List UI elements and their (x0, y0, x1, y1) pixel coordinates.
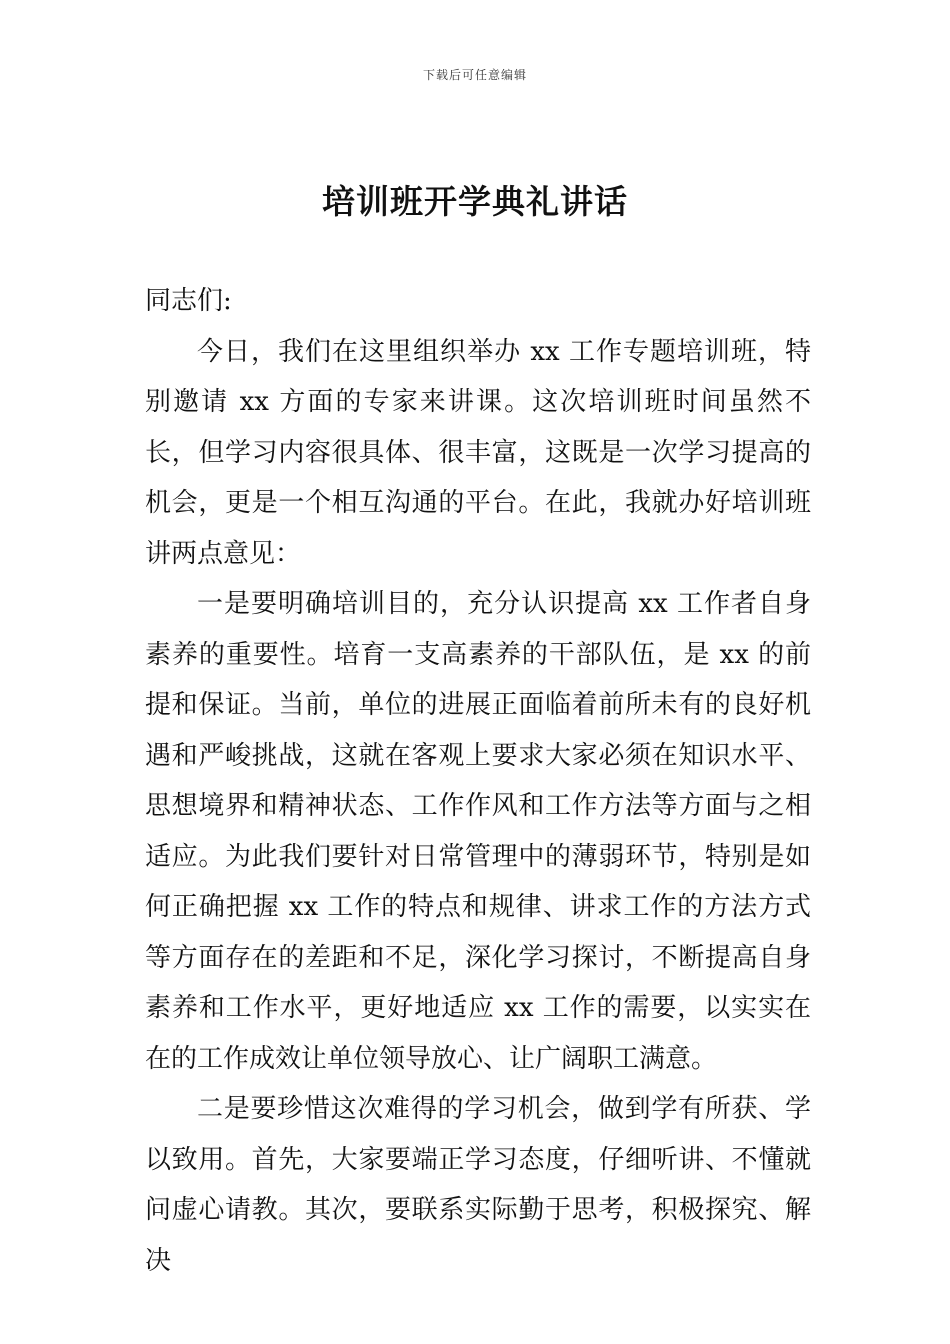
paragraph-point-two: 二是要珍惜这次难得的学习机会，做到学有所获、学以致用。首先，大家要端正学习态度，仔细听讲、不懂就问虚心请教。其次，要联系实际勤于思考，积极探究、解决 (145, 1094, 811, 1276)
document-title: 培训班开学典礼讲话 (322, 182, 628, 221)
paragraph-intro: 今日，我们在这里组织举办 xx 工作专题培训班，特别邀请 xx 方面的专家来讲课。这次培训班时间虽然不长，但学习内容很具体、很丰富，这既是一次学习提高的机会，更是一个相互沟通的平台。在此，我就办好培训班讲两点意见： (145, 336, 811, 569)
document-body (145, 276, 811, 1286)
header-note: 下载后可任意编辑 (422, 68, 527, 82)
salutation: 同志们: (145, 286, 232, 316)
paragraph-point-one: 一是要明确培训目的，充分认识提高 xx 工作者自身素养的重要性。培育一支高素养的干部队伍，是 xx 的前提和保证。当前，单位的进展正面临着前所未有的良好机遇和严峻挑战，这就在客观上要求大家必须在知识水平、思想境界和精神状态、工作作风和工作方法等方面与之相适应。为此我们要针对日常管理中的薄弱环节，特别是如何正确把握 xx 工作的特点和规律、讲求工作的方法方式等方面存在的差距和不足，深化学习探讨，不断提高自身素养和工作水平，更好地适应 xx 工作的需要，以实实在在的工作成效让单位领导放心、让广阔职工满意。 (145, 589, 811, 1074)
